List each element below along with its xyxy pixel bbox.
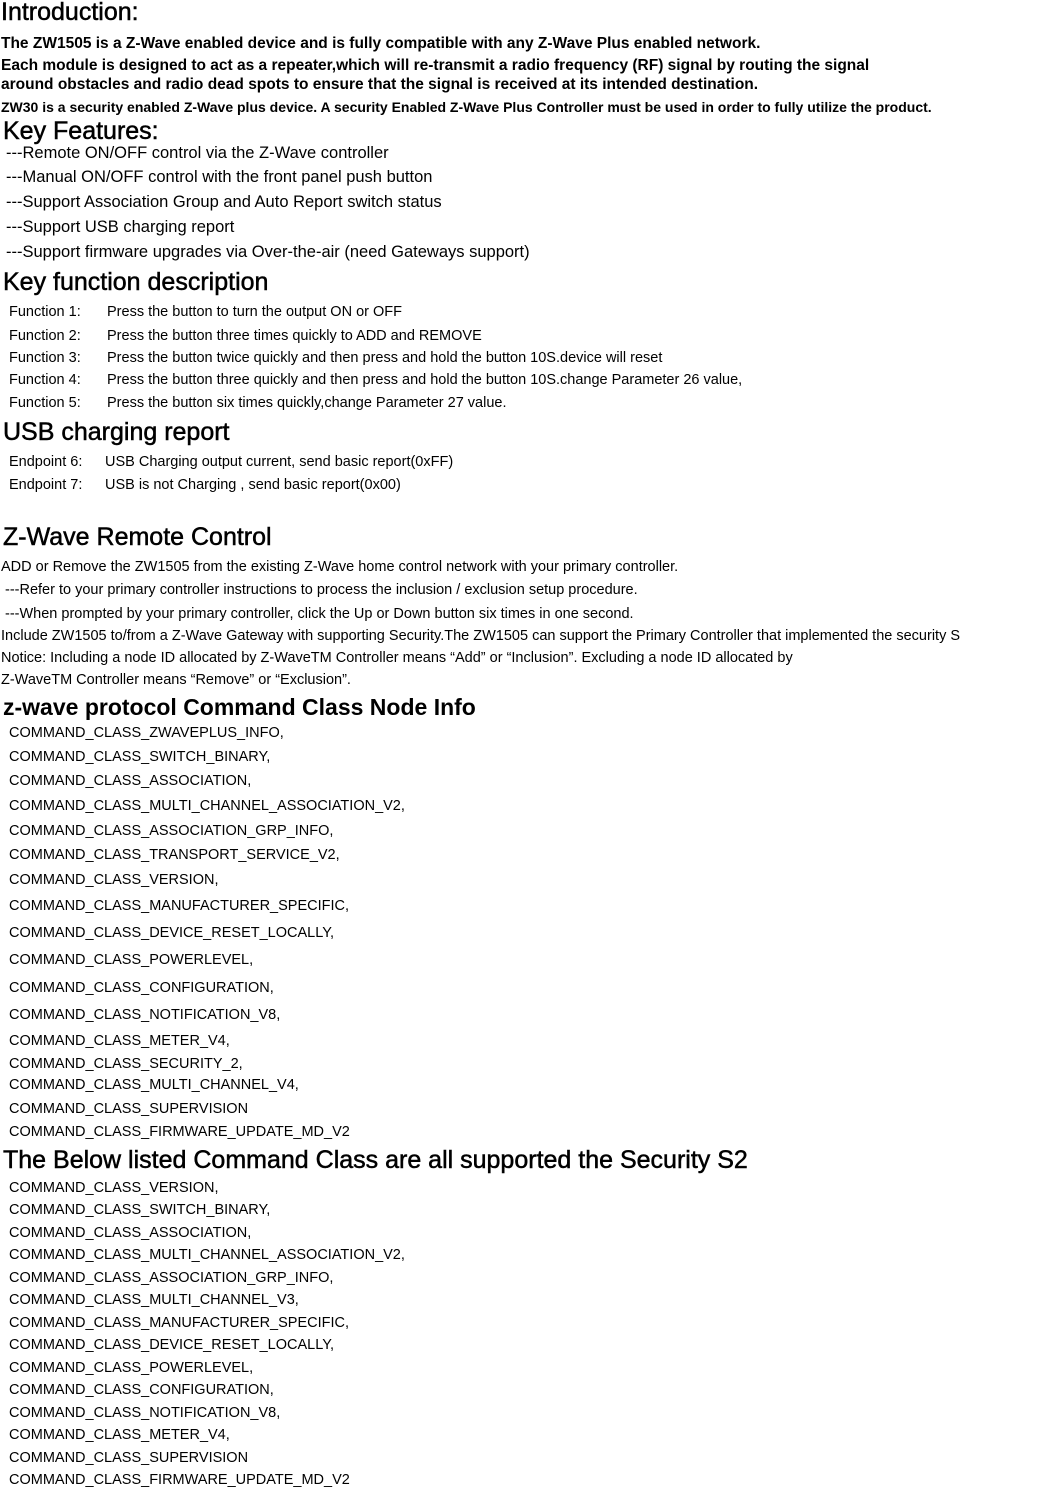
command-class-item: COMMAND_CLASS_VERSION, bbox=[9, 872, 219, 888]
security-s2-heading: The Below listed Command Class are all supported the Security S2 bbox=[3, 1146, 748, 1174]
function-label: Function 1: bbox=[9, 304, 81, 320]
command-class-item: COMMAND_CLASS_CONFIGURATION, bbox=[9, 1382, 274, 1398]
function-row bbox=[9, 304, 402, 320]
command-class-item: COMMAND_CLASS_MULTI_CHANNEL_ASSOCIATION_V2, bbox=[9, 1247, 405, 1263]
command-class-item: COMMAND_CLASS_FIRMWARE_UPDATE_MD_V2 bbox=[9, 1124, 350, 1140]
function-text: Press the button twice quickly and then press and hold the button 10S.device will reset bbox=[107, 350, 663, 366]
feature-item: ---Support USB charging report bbox=[6, 218, 235, 236]
feature-item: ---Support Association Group and Auto Report switch status bbox=[6, 193, 442, 211]
endpoint-label: Endpoint 6: bbox=[9, 454, 83, 470]
usb-report-heading: USB charging report bbox=[3, 418, 230, 446]
function-text: Press the button three quickly and then press and hold the button 10S.change Parameter 26 value, bbox=[107, 372, 743, 388]
feature-item: ---Remote ON/OFF control via the Z-Wave controller bbox=[6, 144, 389, 162]
endpoint-row bbox=[9, 454, 453, 470]
command-class-item: COMMAND_CLASS_MULTI_CHANNEL_ASSOCIATION_V2, bbox=[9, 798, 405, 814]
command-class-item: COMMAND_CLASS_MANUFACTURER_SPECIFIC, bbox=[9, 1315, 349, 1331]
command-class-item: COMMAND_CLASS_DEVICE_RESET_LOCALLY, bbox=[9, 1337, 335, 1353]
command-class-item: COMMAND_CLASS_MANUFACTURER_SPECIFIC, bbox=[9, 898, 349, 914]
function-text: Press the button to turn the output ON or OFF bbox=[107, 304, 402, 320]
command-class-item: COMMAND_CLASS_ASSOCIATION_GRP_INFO, bbox=[9, 1270, 334, 1286]
command-class-item: COMMAND_CLASS_SWITCH_BINARY, bbox=[9, 1202, 271, 1218]
remote-control-line: Z-WaveTM Controller means “Remove” or “Exclusion”. bbox=[1, 672, 351, 688]
command-class-item: COMMAND_CLASS_ASSOCIATION, bbox=[9, 1225, 252, 1241]
function-row bbox=[9, 395, 507, 411]
node-info-heading: z-wave protocol Command Class Node Info bbox=[3, 694, 476, 720]
command-class-item: COMMAND_CLASS_ZWAVEPLUS_INFO, bbox=[9, 725, 284, 741]
function-label: Function 3: bbox=[9, 350, 81, 366]
command-class-item: COMMAND_CLASS_SUPERVISION bbox=[9, 1101, 249, 1117]
function-label: Function 2: bbox=[9, 328, 81, 344]
function-row bbox=[9, 328, 482, 344]
intro-line: around obstacles and radio dead spots to ensure that the signal is received at its intended destination. bbox=[1, 76, 759, 93]
endpoint-row bbox=[9, 477, 401, 493]
endpoint-label: Endpoint 7: bbox=[9, 477, 83, 493]
endpoint-text: USB Charging output current, send basic report(0xFF) bbox=[105, 454, 454, 470]
command-class-item: COMMAND_CLASS_POWERLEVEL, bbox=[9, 952, 254, 968]
command-class-item: COMMAND_CLASS_SECURITY_2, bbox=[9, 1056, 243, 1072]
command-class-item: COMMAND_CLASS_FIRMWARE_UPDATE_MD_V2 bbox=[9, 1472, 350, 1488]
function-label: Function 5: bbox=[9, 395, 81, 411]
command-class-item: COMMAND_CLASS_NOTIFICATION_V8, bbox=[9, 1007, 281, 1023]
intro-heading: Introduction: bbox=[1, 0, 139, 26]
command-class-item: COMMAND_CLASS_METER_V4, bbox=[9, 1427, 230, 1443]
command-class-item: COMMAND_CLASS_NOTIFICATION_V8, bbox=[9, 1405, 281, 1421]
command-class-item: COMMAND_CLASS_MULTI_CHANNEL_V4, bbox=[9, 1077, 299, 1093]
command-class-item: COMMAND_CLASS_POWERLEVEL, bbox=[9, 1360, 254, 1376]
features-heading: Key Features: bbox=[3, 117, 159, 145]
remote-control-line: Include ZW1505 to/from a Z-Wave Gateway with supporting Security.The ZW1505 can support the Primary Controller that implemented the security S bbox=[1, 628, 961, 644]
remote-control-heading: Z-Wave Remote Control bbox=[3, 523, 272, 551]
intro-line: Each module is designed to act as a repeater,which will re-transmit a radio frequency (RF) signal by routing the signal bbox=[1, 57, 870, 74]
intro-line: The ZW1505 is a Z-Wave enabled device and is fully compatible with any Z-Wave Plus enabled network. bbox=[1, 35, 761, 52]
function-label: Function 4: bbox=[9, 372, 81, 388]
command-class-item: COMMAND_CLASS_ASSOCIATION, bbox=[9, 773, 252, 789]
key-function-heading: Key function description bbox=[3, 268, 269, 296]
remote-control-line: Notice: Including a node ID allocated by Z-WaveTM Controller means “Add” or “Inclusion”. Excluding a node ID allocated by bbox=[1, 650, 793, 666]
command-class-item: COMMAND_CLASS_SWITCH_BINARY, bbox=[9, 749, 271, 765]
command-class-item: COMMAND_CLASS_SUPERVISION bbox=[9, 1450, 249, 1466]
remote-control-line: ---Refer to your primary controller instructions to process the inclusion / exclusion setup procedure. bbox=[5, 582, 638, 598]
feature-item: ---Manual ON/OFF control with the front panel push button bbox=[6, 168, 433, 186]
intro-security-line: ZW30 is a security enabled Z-Wave plus device. A security Enabled Z-Wave Plus Controller must be used in order to fully utilize the product. bbox=[1, 99, 932, 115]
endpoint-text: USB is not Charging , send basic report(0x00) bbox=[105, 477, 401, 493]
command-class-item: COMMAND_CLASS_VERSION, bbox=[9, 1180, 219, 1196]
command-class-item: COMMAND_CLASS_MULTI_CHANNEL_V3, bbox=[9, 1292, 299, 1308]
feature-item: ---Support firmware upgrades via Over-the-air (need Gateways support) bbox=[6, 243, 530, 261]
function-row bbox=[9, 350, 662, 366]
command-class-item: COMMAND_CLASS_DEVICE_RESET_LOCALLY, bbox=[9, 925, 335, 941]
remote-control-line: ---When prompted by your primary controller, click the Up or Down button six times in one second. bbox=[5, 606, 634, 622]
function-text: Press the button six times quickly,change Parameter 27 value. bbox=[107, 395, 507, 411]
command-class-item: COMMAND_CLASS_CONFIGURATION, bbox=[9, 980, 274, 996]
function-text: Press the button three times quickly to ADD and REMOVE bbox=[107, 328, 482, 344]
remote-control-line: ADD or Remove the ZW1505 from the existing Z-Wave home control network with your primary controller. bbox=[1, 559, 679, 575]
command-class-item: COMMAND_CLASS_TRANSPORT_SERVICE_V2, bbox=[9, 847, 340, 863]
function-row bbox=[9, 372, 742, 388]
command-class-item: COMMAND_CLASS_ASSOCIATION_GRP_INFO, bbox=[9, 823, 334, 839]
command-class-item: COMMAND_CLASS_METER_V4, bbox=[9, 1033, 230, 1049]
